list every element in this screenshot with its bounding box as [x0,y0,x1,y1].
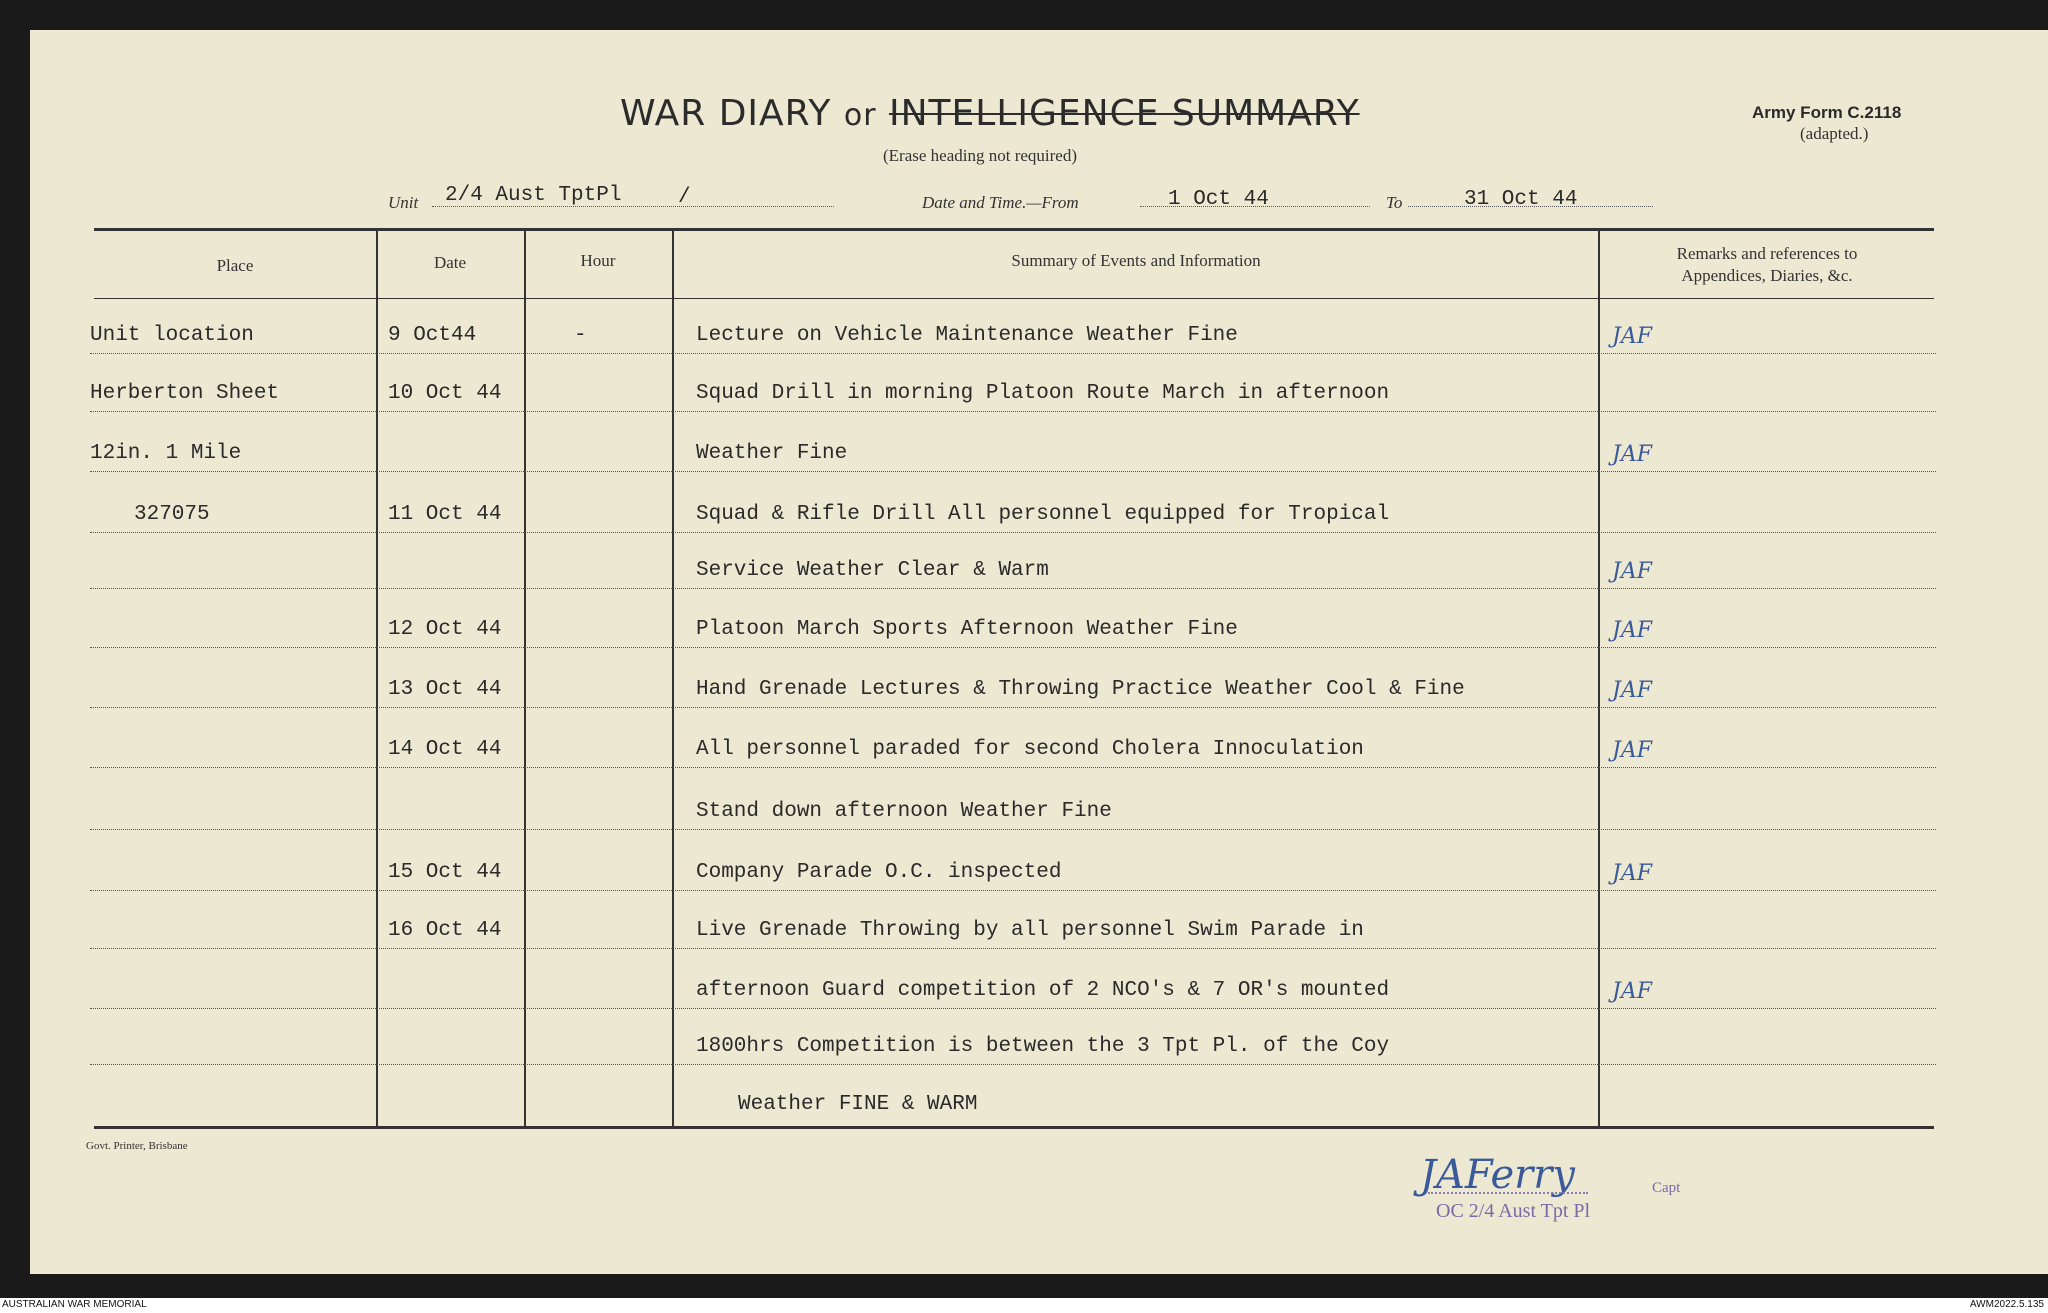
table-bottom-rule [94,1126,1934,1129]
unit-dotted-line [432,206,834,207]
row-date: 9 Oct44 [388,324,477,347]
remarks-line-2: Appendices, Diaries, &c. [1681,266,1853,285]
title-or: or [843,98,877,133]
unit-label: Unit [388,193,419,212]
date-label: Date and Time.—From [922,193,1079,212]
row-summary: Company Parade O.C. inspected [696,861,1062,884]
to-dotted-line [1408,206,1653,207]
archive-name: AUSTRALIAN WAR MEMORIAL [2,1299,147,1310]
row-dotted-line [90,353,1936,354]
diary-page [30,30,2048,1274]
from-dotted-line [1140,206,1370,207]
row-summary: All personnel paraded for second Cholera Innoculation [696,738,1364,761]
to-date-value: 31 Oct 44 [1464,188,1578,211]
row-initials: JAF [1612,442,1652,467]
col-divider-place [376,230,378,1126]
row-dotted-line [90,890,1936,891]
army-form-number: Army Form C.2118 [1752,103,1902,122]
col-divider-date [524,230,526,1126]
row-dotted-line [90,588,1936,589]
signature-dotted-line [1428,1192,1588,1194]
row-dotted-line [90,767,1936,768]
row-place: Unit location [90,324,254,347]
unit-slash: / [678,186,691,209]
row-dotted-line [90,948,1936,949]
row-date: 14 Oct 44 [388,738,502,761]
table-top-rule [94,228,1934,231]
row-summary: 1800hrs Competition is between the 3 Tpt Pl. of the Coy [696,1035,1390,1058]
row-summary: Squad & Rifle Drill All personnel equipped for Tropical [696,503,1390,526]
row-dotted-line [90,411,1936,412]
row-date: 12 Oct 44 [388,618,502,641]
row-dotted-line [90,647,1936,648]
archive-footer [0,1298,2048,1313]
row-summary: afternoon Guard competition of 2 NCO's & 7 OR's mounted [696,979,1390,1002]
unit-value: 2/4 Aust TptPl [445,184,622,207]
col-header-date: Date [433,253,467,272]
archive-reference: AWM2022.5.135 [1969,1299,2044,1310]
col-header-summary: Summary of Events and Information [1011,251,1261,270]
col-header-remarks [1600,243,1934,287]
row-place: 327075 [134,503,210,526]
remarks-line-1: Remarks and references to [1676,244,1858,263]
form-title [620,93,1360,134]
row-initials: JAF [1612,861,1652,886]
row-summary: Live Grenade Throwing by all personnel Swim Parade in [696,919,1364,942]
col-divider-hour [672,230,674,1126]
row-initials: JAF [1612,678,1652,703]
row-summary: Service Weather Clear & Warm [696,559,1049,582]
erase-note: (Erase heading not required) [883,146,1077,165]
row-initials: JAF [1612,979,1652,1004]
row-dotted-line [90,471,1936,472]
row-initials: JAF [1612,618,1652,643]
row-dotted-line [90,829,1936,830]
row-dotted-line [90,1008,1936,1009]
row-initials: JAF [1612,324,1652,349]
to-label: To [1386,193,1403,212]
row-summary: Platoon March Sports Afternoon Weather Fine [696,618,1238,641]
printer-credit: Govt. Printer, Brisbane [86,1140,188,1152]
row-date: 15 Oct 44 [388,861,502,884]
row-summary: Squad Drill in morning Platoon Route March in afternoon [696,382,1390,405]
col-divider-summary [1598,230,1600,1126]
title-intelligence-summary-struck: INTELLIGENCE SUMMARY [889,93,1360,134]
col-header-hour: Hour [580,251,616,270]
row-date: 10 Oct 44 [388,382,502,405]
title-war-diary: WAR DIARY [620,93,832,134]
commander-signature: JAFerry [1420,1152,1575,1198]
row-date: 11 Oct 44 [388,503,502,526]
row-initials: JAF [1612,559,1652,584]
row-date: 13 Oct 44 [388,678,502,701]
adapted-note: (adapted.) [1800,124,1869,143]
capt-stamp: Capt [1652,1180,1681,1196]
header-divider [94,298,1934,299]
oc-stamp: OC 2/4 Aust Tpt Pl [1436,1200,1591,1222]
col-header-place: Place [216,256,254,275]
row-dotted-line [90,1064,1936,1065]
row-dotted-line [90,707,1936,708]
row-summary: Weather FINE & WARM [738,1093,978,1116]
row-place: Herberton Sheet [90,382,280,405]
row-summary: Weather Fine [696,442,848,465]
row-summary: Hand Grenade Lectures & Throwing Practice Weather Cool & Fine [696,678,1465,701]
row-summary: Lecture on Vehicle Maintenance Weather Fine [696,324,1238,347]
row-dotted-line [90,532,1936,533]
row-place: 12in. 1 Mile [90,442,242,465]
row-initials: JAF [1612,738,1652,763]
from-date-value: 1 Oct 44 [1168,188,1269,211]
row-summary: Stand down afternoon Weather Fine [696,800,1112,823]
row-date: 16 Oct 44 [388,919,502,942]
row-hour: - [574,324,587,347]
